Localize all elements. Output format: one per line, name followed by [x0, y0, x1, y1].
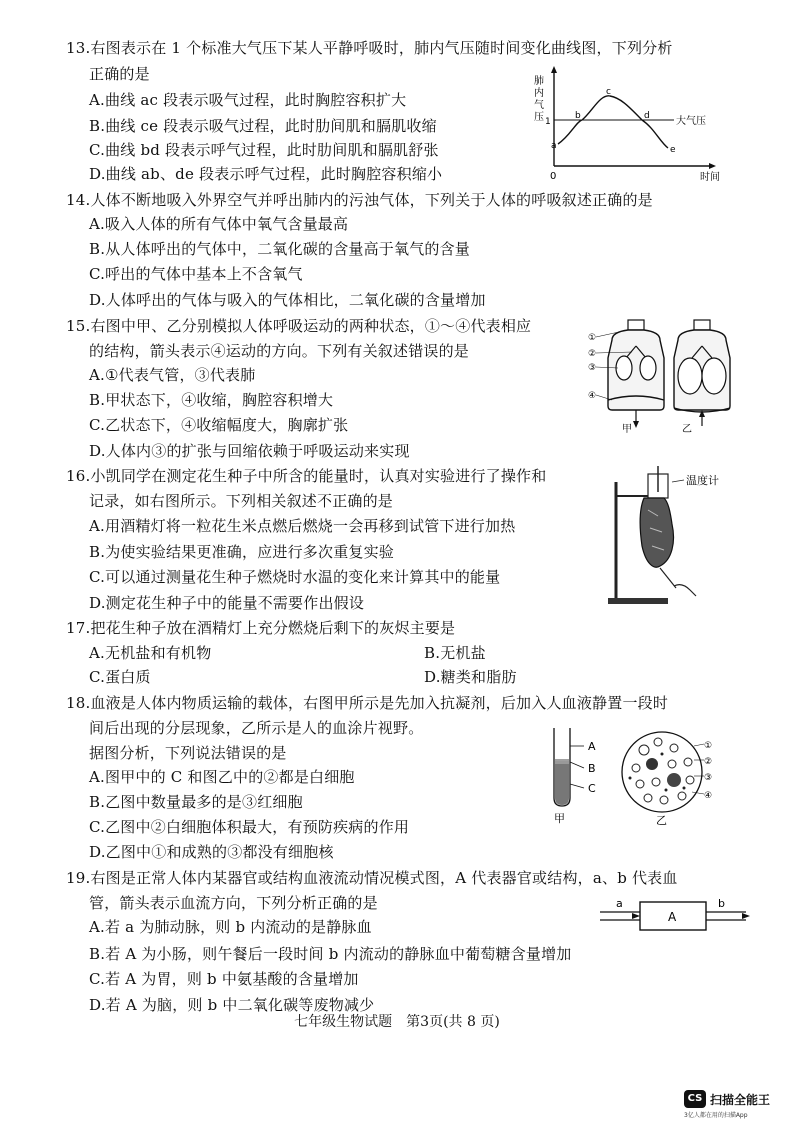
scanner-app-name: 扫描全能王: [710, 1093, 771, 1107]
q16-option-a: A.用酒精灯将一粒花生米点燃后燃烧一会再移到试管下进行加热: [89, 517, 516, 535]
q14-option-c: C.呼出的气体中基本上不含氧气: [89, 265, 303, 283]
q19-organ-label: A: [668, 910, 677, 924]
q13-option-c: C.曲线 bd 段表示呼气过程，此时肋间肌和膈肌舒张: [89, 141, 439, 159]
q15-label-3: ③: [588, 363, 597, 373]
q18-cell-label-2: ②: [704, 757, 713, 767]
q13-ylabel-2: 内: [534, 88, 544, 99]
q17-option-c: C.蛋白质: [89, 668, 151, 686]
q18-stem-line1: 18.血液是人体内物质运输的载体，右图甲所示是先加入抗凝剂，后加入人血液静置一段时: [66, 694, 669, 712]
q18-cell-label-3: ③: [704, 773, 713, 783]
q19-option-b: B.若 A 为小肠，则午餐后一段时间 b 内流动的静脉血中葡萄糖含量增加: [89, 945, 572, 963]
q17-option-a: A.无机盐和有机物: [89, 644, 212, 662]
q13-ylabel-1: 肺: [534, 76, 544, 87]
q15-bell-jar-figure: [582, 318, 742, 434]
q13-option-b: B.曲线 ce 段表示吸气过程，此时肋间肌和膈肌收缩: [89, 117, 437, 135]
q19-vessel-a: a: [616, 897, 623, 910]
q13-point-e: e: [670, 145, 676, 155]
q13-option-d: D.曲线 ab、de 段表示呼气过程，此时胸腔容积缩小: [89, 165, 443, 183]
q13-point-a: a: [551, 141, 557, 151]
q16-stem-line1: 16.小凯同学在测定花生种子中所含的能量时，认真对实验进行了操作和: [66, 467, 547, 485]
q15-label-4: ④: [588, 391, 597, 401]
q14-option-b: B.从人体呼出的气体中，二氧化碳的含量高于氧气的含量: [89, 240, 470, 258]
q18-cell-label-1: ①: [704, 741, 713, 751]
q19-option-d: D.若 A 为脑，则 b 中二氧化碳等废物减少: [89, 996, 375, 1014]
q13-point-c: c: [606, 87, 611, 97]
q16-thermometer-label: 温度计: [686, 474, 719, 487]
q18-stem-line3: 据图分析，下列说法错误的是: [89, 744, 287, 762]
q19-blood-flow-figure: [596, 894, 754, 938]
q16-option-b: B.为使实验结果更准确，应进行多次重复实验: [89, 543, 394, 561]
q18-tube-label-c: C: [588, 782, 596, 795]
q15-stem-line2: 的结构，箭头表示④运动的方向。下列有关叙述错误的是: [89, 342, 470, 360]
q13-atm-label: 大气压: [676, 116, 706, 127]
q18-blood-smear: [622, 732, 712, 827]
q19-vessel-b: b: [718, 897, 725, 910]
q18-test-tube: [554, 728, 596, 825]
q13-origin: 0: [550, 171, 557, 182]
q15-option-a: A.①代表气管，③代表肺: [89, 366, 256, 384]
q18-stem-line2: 间后出现的分层现象，乙所示是人的血涂片视野。: [89, 719, 424, 737]
q15-jar-jia: [588, 320, 664, 434]
q19-stem-line2: 管，箭头表示血流方向，下列分析正确的是: [89, 894, 378, 912]
q18-tube-label-b: B: [588, 762, 596, 775]
q13-pressure-curve-figure: [530, 62, 730, 186]
q17-stem: 17.把花生种子放在酒精灯上充分燃烧后剩下的灰烬主要是: [66, 619, 456, 637]
q16-option-c: C.可以通过测量花生种子燃烧时水温的变化来计算其中的能量: [89, 568, 501, 586]
q18-tube-label-a: A: [588, 740, 596, 753]
q18-cell-label-4: ④: [704, 791, 713, 801]
scanner-tagline: 3亿人都在用的扫描App: [684, 1112, 748, 1119]
q15-option-d: D.人体内③的扩张与回缩依赖于呼吸运动来实现: [89, 442, 410, 460]
q13-stem-line1: 13.右图表示在 1 个标准大气压下某人平静呼吸时，肺内气压随时间变化曲线图，下列分析: [66, 39, 673, 57]
q15-option-b: B.甲状态下，④收缩，胸腔容积增大: [89, 391, 334, 409]
q13-tick-label: 1: [545, 117, 551, 127]
q13-point-d: d: [644, 111, 650, 121]
q13-option-a: A.曲线 ac 段表示吸气过程，此时胸腔容积扩大: [89, 91, 407, 109]
q18-option-a: A.图甲中的 C 和图乙中的②都是白细胞: [89, 768, 355, 786]
scanner-logo-icon: CS: [684, 1090, 706, 1108]
q16-option-d: D.测定花生种子中的能量不需要作出假设: [89, 594, 365, 612]
q15-jar-yi: [674, 320, 730, 434]
q19-option-a: A.若 a 为肺动脉，则 b 内流动的是静脉血: [89, 918, 372, 936]
q18-blood-figure: [544, 724, 716, 828]
q15-jia-label: 甲: [622, 424, 632, 434]
q15-stem-line1: 15.右图中甲、乙分别模拟人体呼吸运动的两种状态，①～④代表相应: [66, 317, 532, 335]
q14-option-a: A.吸入人体的所有气体中氧气含量最高: [89, 215, 349, 233]
q17-option-d: D.糖类和脂肪: [424, 668, 517, 686]
q16-stem-line2: 记录，如右图所示。下列相关叙述不正确的是: [89, 492, 394, 510]
q15-yi-label: 乙: [682, 424, 692, 434]
q17-option-b: B.无机盐: [424, 644, 486, 662]
q18-option-c: C.乙图中②白细胞体积最大，有预防疾病的作用: [89, 818, 410, 836]
q19-option-c: C.若 A 为胃，则 b 中氨基酸的含量增加: [89, 970, 359, 988]
q13-xlabel: 时间: [700, 172, 720, 183]
q13-stem-line2: 正确的是: [89, 65, 150, 83]
q13-ylabel-4: 压: [534, 112, 544, 123]
q13-ylabel-3: 气: [534, 100, 544, 111]
q15-option-c: C.乙状态下，④收缩幅度大，胸廓扩张: [89, 416, 349, 434]
q18-option-d: D.乙图中①和成熟的③都没有细胞核: [89, 843, 334, 861]
q16-peanut-experiment-figure: [602, 462, 752, 608]
scanner-watermark: [684, 1090, 784, 1120]
page-footer: 七年级生物试题 第3页(共 8 页): [294, 1014, 500, 1030]
q19-stem-line1: 19.右图是正常人体内某器官或结构血液流动情况模式图，A 代表器官或结构，a、b 代表血: [66, 869, 678, 887]
q18-option-b: B.乙图中数量最多的是③红细胞: [89, 793, 303, 811]
q13-point-b: b: [575, 111, 581, 121]
q14-option-d: D.人体呼出的气体与吸入的气体相比，二氧化碳的含量增加: [89, 291, 486, 309]
q14-stem: 14.人体不断地吸入外界空气并呼出肺内的污浊气体，下列关于人体的呼吸叙述正确的是: [66, 191, 653, 209]
q15-label-1: ①: [588, 333, 597, 343]
q18-jia-label: 甲: [554, 812, 565, 825]
q18-yi-label: 乙: [656, 814, 667, 827]
q15-label-2: ②: [588, 349, 597, 359]
